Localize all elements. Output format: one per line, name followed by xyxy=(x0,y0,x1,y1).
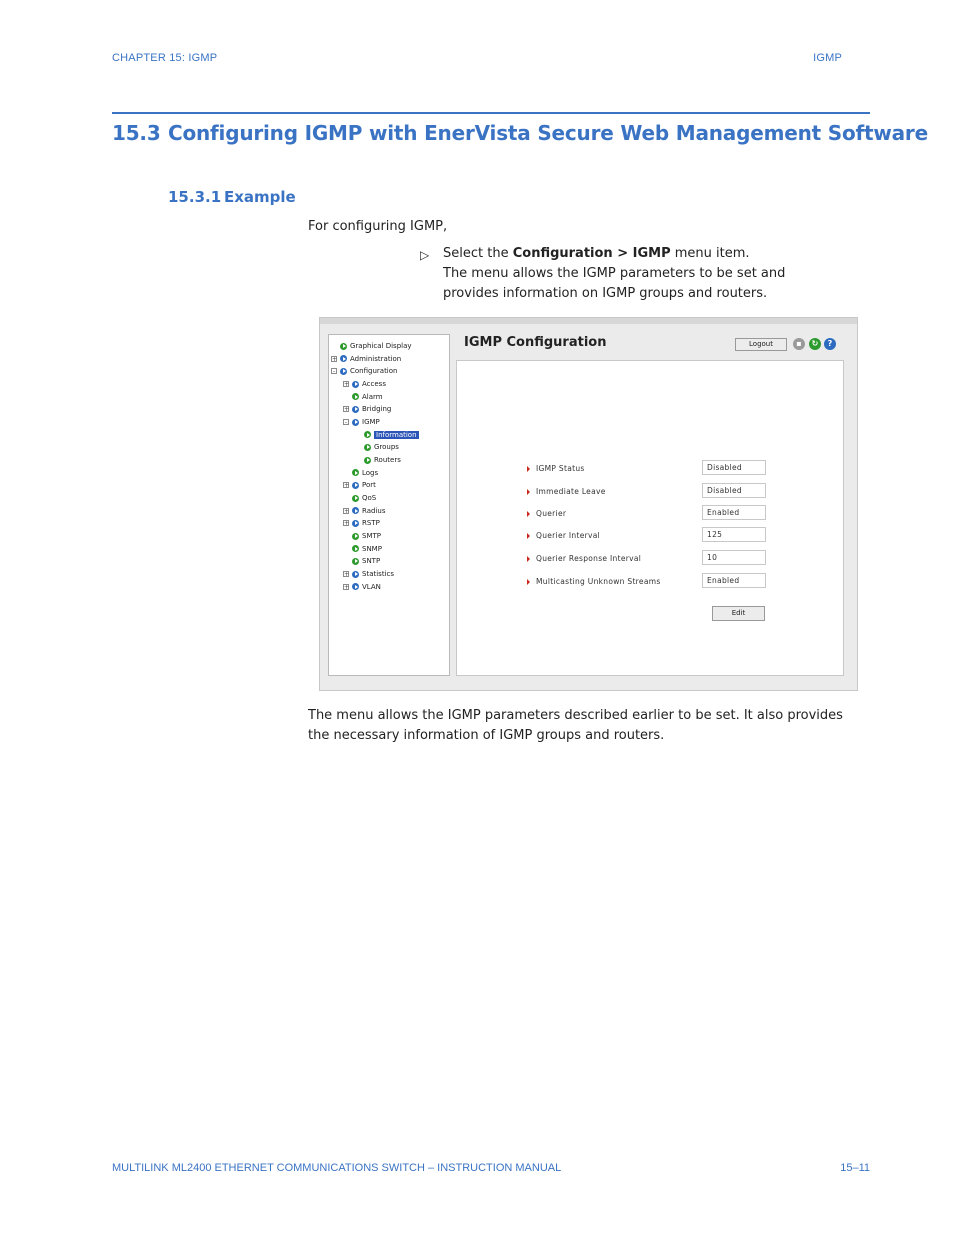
arrow-bullet-icon xyxy=(352,482,359,489)
tree-item[interactable] xyxy=(343,518,380,528)
arrow-bullet-icon xyxy=(352,507,359,514)
section-heading xyxy=(112,121,928,145)
field-value: Disabled xyxy=(702,460,766,475)
tree-item-label: Logs xyxy=(362,468,379,477)
tree-item[interactable] xyxy=(343,392,383,402)
footer-manual-title: MULTILINK ML2400 ETHERNET COMMUNICATIONS SWITCH – INSTRUCTION MANUAL xyxy=(112,1162,562,1174)
tree-item[interactable] xyxy=(343,493,376,503)
field-label-text: Immediate Leave xyxy=(536,487,606,496)
tree-item-label: Port xyxy=(362,481,376,490)
field-label xyxy=(527,577,661,586)
arrow-bullet-icon xyxy=(352,406,359,413)
red-arrow-icon xyxy=(527,579,530,585)
subsection-title: Example xyxy=(224,188,296,206)
procedure-step xyxy=(420,244,840,304)
collapse-icon[interactable]: - xyxy=(344,419,348,427)
arrow-bullet-icon xyxy=(352,393,359,400)
arrow-bullet-icon xyxy=(352,381,359,388)
expand-icon[interactable]: + xyxy=(344,482,350,490)
step-note: The menu allows the IGMP parameters to be set and provides information on IGMP groups and routers. xyxy=(443,266,786,301)
tree-item[interactable] xyxy=(343,480,376,490)
tree-item-label: VLAN xyxy=(362,582,381,591)
field-label xyxy=(527,487,606,496)
field-label-text: Querier Response Interval xyxy=(536,554,642,563)
tree-item-label: QoS xyxy=(362,494,377,503)
tree-item-label: Routers xyxy=(374,456,401,465)
subsection-heading xyxy=(168,188,296,206)
field-value: 125 xyxy=(702,527,766,542)
step-suffix: menu item. xyxy=(670,246,750,261)
refresh-icon[interactable]: ↻ xyxy=(809,338,821,350)
field-value: Enabled xyxy=(702,573,766,588)
tree-item[interactable] xyxy=(331,366,397,376)
step-triangle-icon: ▷ xyxy=(420,248,430,262)
header-rule xyxy=(112,112,870,114)
tree-item[interactable] xyxy=(343,379,386,389)
tree-item-label: Bridging xyxy=(362,405,392,414)
arrow-bullet-icon xyxy=(352,419,359,426)
running-header-topic: IGMP xyxy=(813,52,842,64)
tree-item[interactable] xyxy=(331,341,412,351)
tree-item-label: Information xyxy=(376,430,417,439)
expand-icon[interactable]: + xyxy=(344,381,350,388)
tree-item[interactable] xyxy=(343,404,391,414)
field-label xyxy=(527,509,566,518)
expand-icon[interactable]: + xyxy=(344,406,350,414)
field-label xyxy=(527,531,600,540)
tree-item[interactable] xyxy=(355,430,419,440)
tree-item-label: Groups xyxy=(374,443,399,452)
tree-item[interactable] xyxy=(355,442,399,452)
intro-paragraph: For configuring IGMP, xyxy=(308,219,448,234)
tree-item[interactable] xyxy=(343,582,381,592)
running-header-chapter: CHAPTER 15: IGMP xyxy=(112,52,218,64)
expand-icon[interactable]: + xyxy=(344,507,350,515)
tree-item[interactable] xyxy=(343,506,385,516)
red-arrow-icon xyxy=(527,466,530,472)
tree-item-label: SNTP xyxy=(362,557,381,566)
tree-item[interactable] xyxy=(343,569,394,579)
tree-item[interactable] xyxy=(343,417,380,427)
arrow-bullet-icon xyxy=(352,583,359,590)
arrow-bullet-icon xyxy=(352,571,359,578)
tree-item-label: IGMP xyxy=(362,418,380,427)
help-icon[interactable]: ? xyxy=(824,338,836,350)
arrow-bullet-icon xyxy=(352,558,359,565)
configuration-panel xyxy=(456,360,844,676)
field-label-text: Querier xyxy=(536,509,567,518)
tree-item-label: SMTP xyxy=(362,532,381,541)
field-value: 10 xyxy=(702,550,766,565)
tree-item[interactable] xyxy=(343,556,380,566)
tree-item[interactable] xyxy=(343,544,382,554)
red-arrow-icon xyxy=(527,556,530,562)
print-icon[interactable]: ▪ xyxy=(793,338,805,350)
igmp-configuration-screenshot xyxy=(319,317,858,691)
field-value: Enabled xyxy=(702,505,766,520)
field-label xyxy=(527,554,641,563)
footer-page-number: 15–11 xyxy=(840,1162,870,1174)
arrow-bullet-icon xyxy=(340,355,347,362)
tree-item[interactable] xyxy=(355,455,401,465)
tree-item-label: Alarm xyxy=(362,392,383,401)
collapse-icon[interactable]: - xyxy=(332,368,336,376)
arrow-bullet-icon xyxy=(364,444,371,451)
red-arrow-icon xyxy=(527,511,530,517)
field-label xyxy=(527,464,585,473)
tree-item-label: Statistics xyxy=(362,570,394,579)
screenshot-top-bar xyxy=(320,318,857,324)
tree-item-label: Graphical Display xyxy=(350,342,412,350)
arrow-bullet-icon xyxy=(340,368,347,375)
arrow-bullet-icon xyxy=(364,431,371,438)
expand-icon[interactable]: + xyxy=(344,520,350,528)
tree-item-label: Administration xyxy=(350,354,402,363)
tree-item-label: Configuration xyxy=(350,367,398,376)
tree-item-label: SNMP xyxy=(362,544,382,553)
arrow-bullet-icon xyxy=(352,533,359,540)
step-prefix: Select the xyxy=(443,246,513,261)
field-label-text: IGMP Status xyxy=(536,464,585,473)
tree-item-label: RSTP xyxy=(362,519,380,528)
tree-item[interactable] xyxy=(343,468,378,478)
red-arrow-icon xyxy=(527,489,530,495)
tree-item-label: Access xyxy=(362,380,386,388)
red-arrow-icon xyxy=(527,533,530,539)
closing-paragraph: The menu allows the IGMP parameters described earlier to be set. It also provides the necessary information of IGMP groups and routers. xyxy=(308,708,843,743)
field-label-text: Multicasting Unknown Streams xyxy=(536,577,661,586)
arrow-bullet-icon xyxy=(352,520,359,527)
expand-icon[interactable]: + xyxy=(332,355,338,363)
arrow-bullet-icon xyxy=(352,469,359,476)
section-title: Configuring IGMP with EnerVista Secure Web Management Software xyxy=(168,121,928,145)
arrow-bullet-icon xyxy=(352,545,359,552)
field-label-text: Querier Interval xyxy=(536,531,601,540)
arrow-bullet-icon xyxy=(364,457,371,464)
step-menu-path: Configuration > IGMP xyxy=(512,246,671,261)
subsection-number: 15.3.1 xyxy=(168,188,222,206)
expand-icon[interactable]: + xyxy=(344,571,350,579)
arrow-bullet-icon xyxy=(340,343,347,350)
tree-item[interactable] xyxy=(331,354,401,364)
logout-button[interactable]: Logout xyxy=(735,338,787,351)
navigation-tree xyxy=(328,334,450,676)
edit-button[interactable]: Edit xyxy=(712,606,765,621)
section-number: 15.3 xyxy=(112,121,161,145)
tree-item-label: Radius xyxy=(362,506,386,515)
field-value: Disabled xyxy=(702,483,766,498)
expand-icon[interactable]: + xyxy=(344,583,350,591)
arrow-bullet-icon xyxy=(352,495,359,502)
tree-item[interactable] xyxy=(343,531,381,541)
page-title: IGMP Configuration xyxy=(464,335,607,350)
